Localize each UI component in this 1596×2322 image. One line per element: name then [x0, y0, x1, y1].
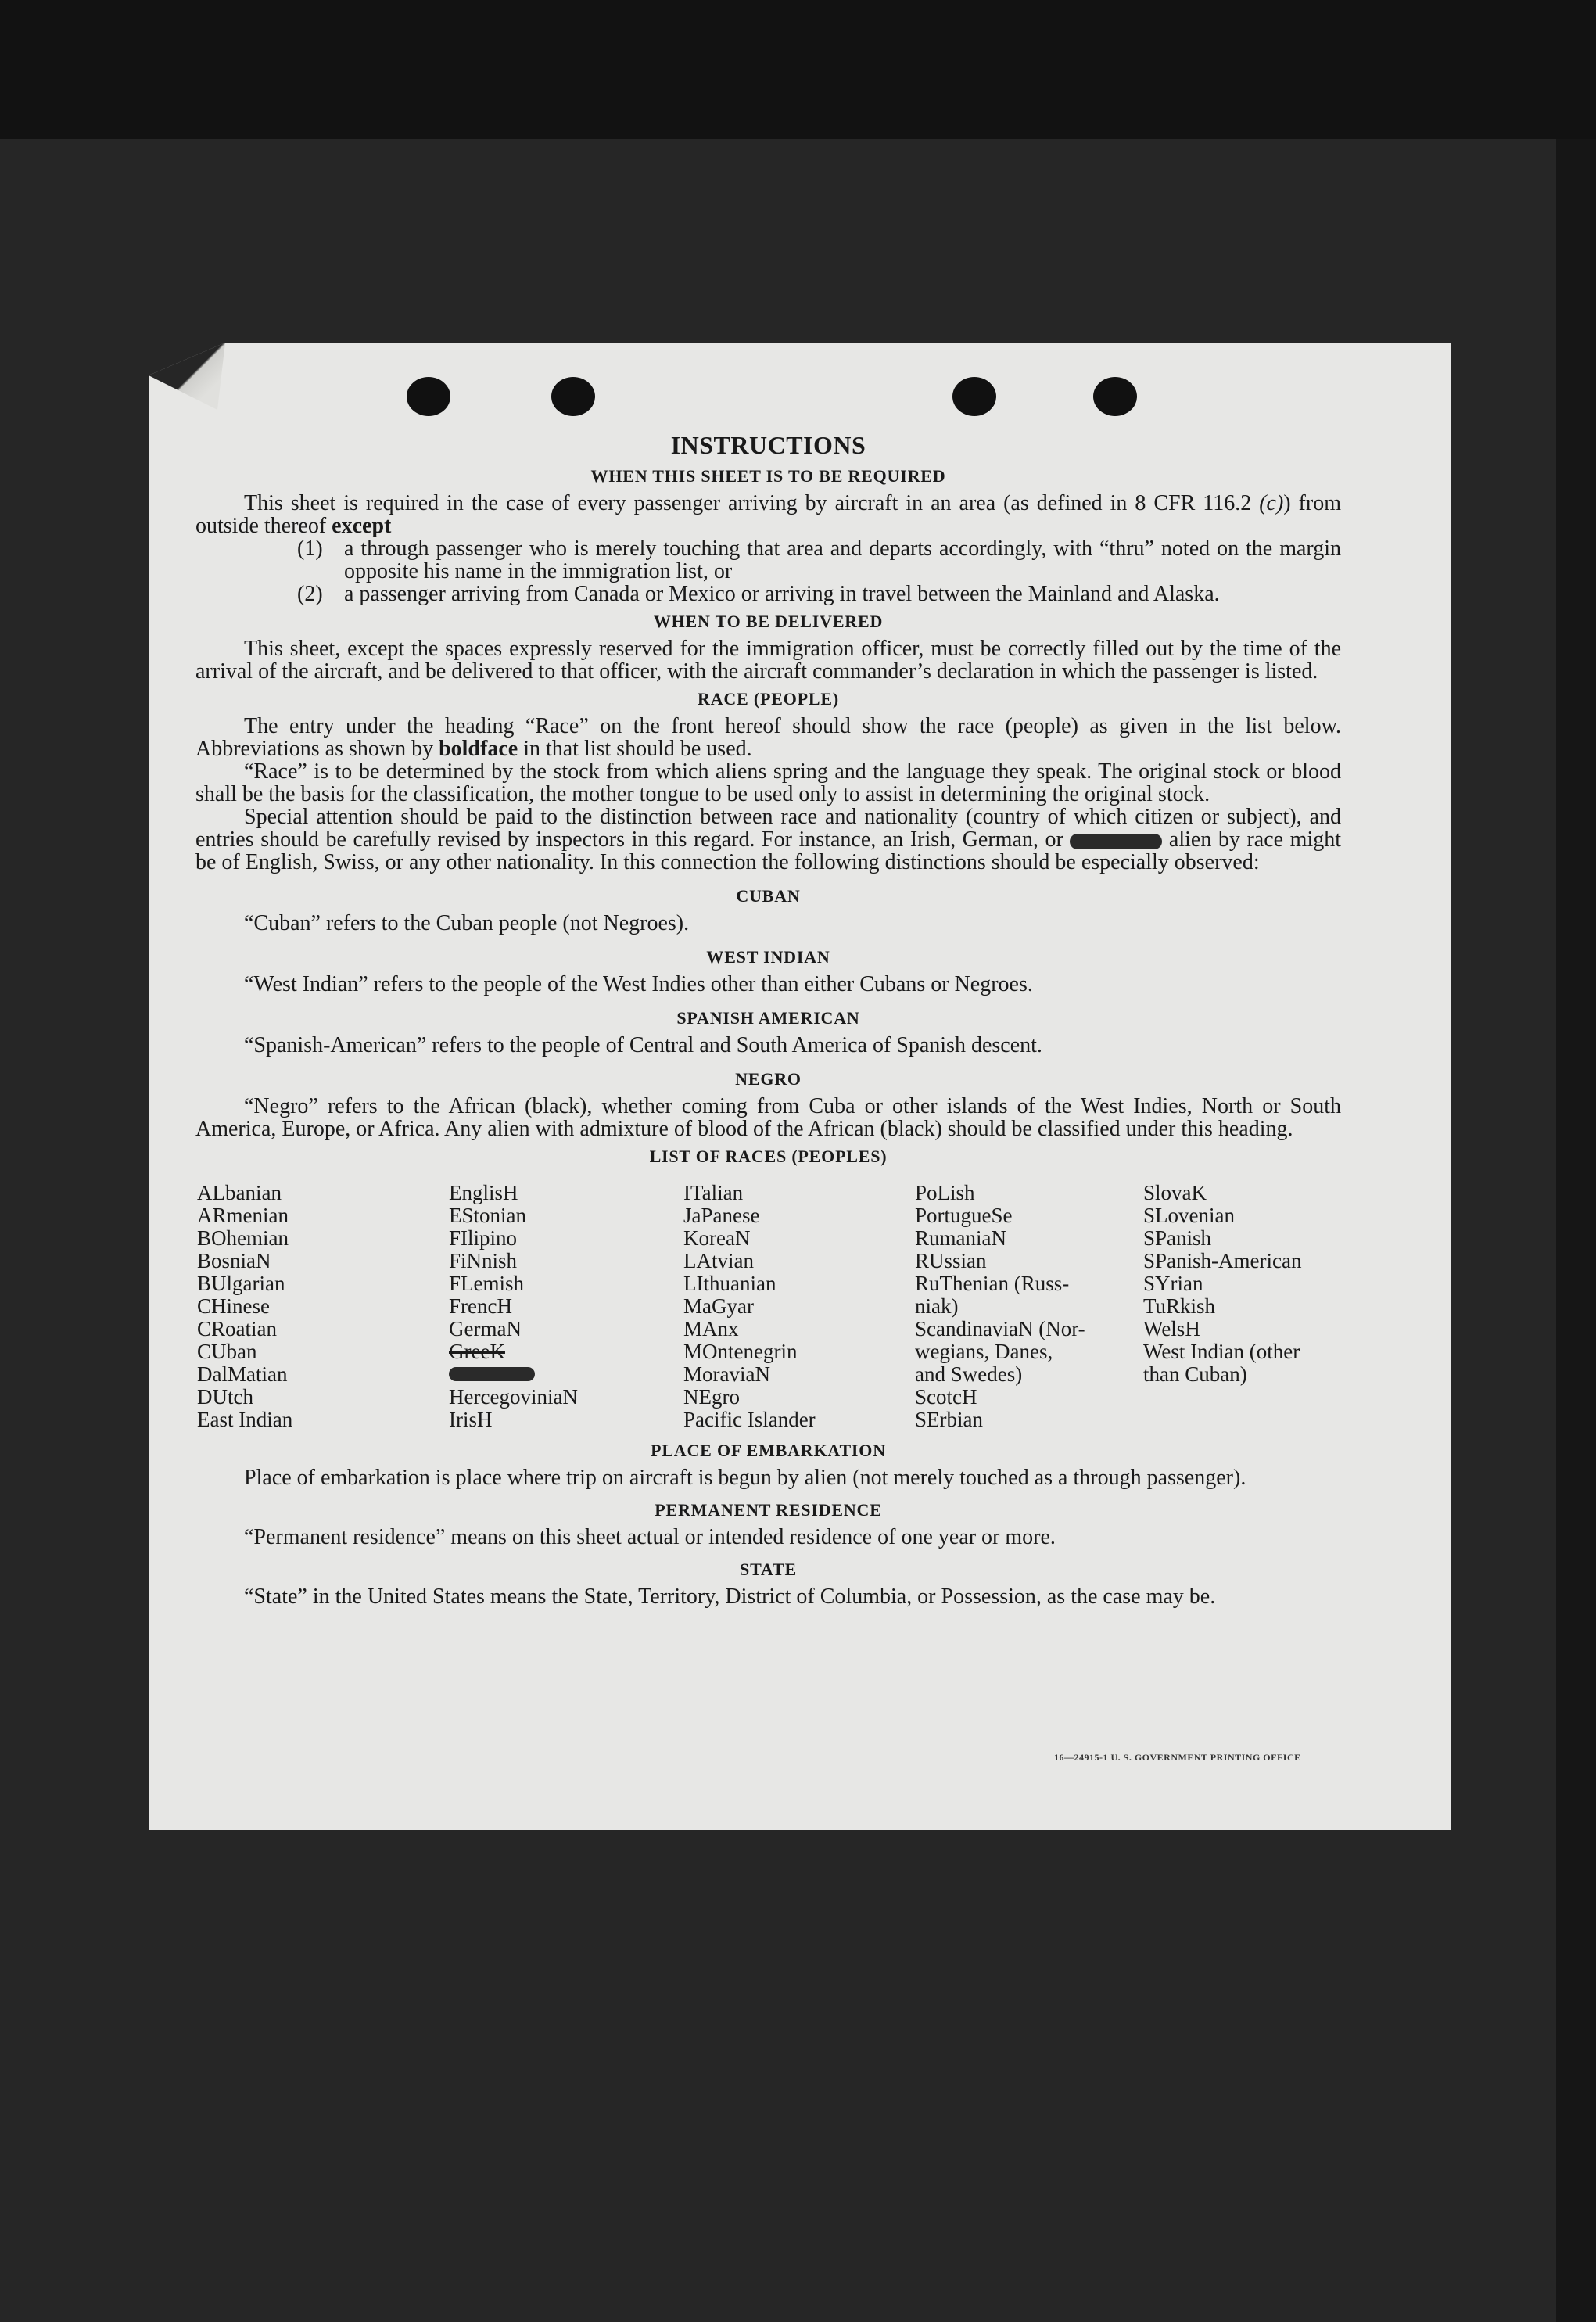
printer-imprint: 16—24915-1 U. S. GOVERNMENT PRINTING OFFICE: [1054, 1752, 1301, 1763]
race-item: SLovenian: [1143, 1204, 1235, 1227]
intro-text-b: ) from outside thereof: [195, 491, 1341, 538]
race-column: [683, 1182, 915, 1431]
race-item: FIlipino: [449, 1226, 518, 1250]
heading-west-indian: WEST INDIAN: [706, 947, 830, 967]
race-item: KoreaN: [683, 1226, 751, 1250]
heading-spanish-american: SPANISH AMERICAN: [676, 1008, 860, 1028]
when-required-intro: [195, 492, 1341, 537]
race-item: East Indian: [197, 1408, 293, 1431]
race-paragraph-1: [195, 715, 1341, 760]
heading-cuban: CUBAN: [736, 886, 801, 906]
race-item: CRoatian: [197, 1317, 277, 1340]
heading-when-required: WHEN THIS SHEET IS TO BE REQUIRED: [590, 466, 946, 486]
exception-text: a passenger arriving from Canada or Mexico or arriving in travel between the Mainland and Alaska.: [344, 582, 1220, 606]
race-item: MOntenegrin: [683, 1340, 798, 1363]
race-item: ALbanian: [197, 1181, 282, 1204]
west-indian-definition: “West Indian” refers to the people of the West Indies other than either Cubans or Negroes.: [244, 972, 1033, 996]
instructions-body: [195, 431, 1341, 1609]
race-item: RumaniaN: [915, 1226, 1006, 1250]
race-item: PoLish: [915, 1181, 975, 1204]
heading-permanent-residence: PERMANENT RESIDENCE: [655, 1500, 882, 1520]
heading-embarkation: PLACE OF EMBARKATION: [651, 1441, 886, 1460]
race-item: RuThenian (Russ- niak): [915, 1272, 1070, 1318]
race-column: [449, 1182, 683, 1431]
race-item: MaGyar: [683, 1294, 754, 1318]
race-item: ScotcH: [915, 1385, 977, 1409]
race-item: SYrian: [1143, 1272, 1203, 1295]
race-item: ITalian: [683, 1181, 744, 1204]
race-item: RUssian: [915, 1249, 987, 1272]
race-item: PortugueSe: [915, 1204, 1013, 1227]
intro-text-a: This sheet is required in the case of every passenger arriving by aircraft in an area (as defined in 8 CFR 116.2: [244, 491, 1260, 515]
scan-top-band: [0, 0, 1596, 139]
punch-hole: [551, 377, 595, 416]
race-item: CHinese: [197, 1294, 270, 1318]
spanish-american-definition: “Spanish-American” refers to the people of Central and South America of Spanish descent.: [244, 1033, 1042, 1057]
punch-hole: [1093, 377, 1137, 416]
race-item: DUtch: [197, 1385, 253, 1409]
page-title: INSTRUCTIONS: [670, 431, 866, 459]
race-item: SErbian: [915, 1408, 983, 1431]
race-item: GreeK: [449, 1340, 505, 1363]
race-item: FrencH: [449, 1294, 512, 1318]
race-item: SPanish: [1143, 1226, 1212, 1250]
race-item: SlovaK: [1143, 1181, 1207, 1204]
heading-when-delivered: WHEN TO BE DELIVERED: [653, 612, 884, 631]
cuban-definition: “Cuban” refers to the Cuban people (not Negroes).: [244, 911, 690, 935]
race-item: MAnx: [683, 1317, 739, 1340]
redaction-mark: [449, 1367, 535, 1381]
exception-text: a through passenger who is merely touching that area and departs accordingly, with “thru” noted on the margin opposite his name in the immigration list, or: [344, 537, 1341, 583]
scan-right-band: [1556, 139, 1596, 2322]
race-paragraph-2: “Race” is to be determined by the stock from which aliens spring and the language they speak. The original stock or blood shall be the basis for the classification, the mother tongue to be used only to assist in determining the original stock.: [195, 759, 1341, 806]
race-item: WelsH: [1143, 1317, 1200, 1340]
exception-list: [297, 537, 1341, 605]
heading-race: RACE (PEOPLE): [698, 689, 839, 709]
race-item: CUban: [197, 1340, 257, 1363]
race-item: GermaN: [449, 1317, 522, 1340]
heading-list-of-races: LIST OF RACES (PEOPLES): [649, 1147, 888, 1166]
race-p3-text-a: Special attention should be paid to the distinction between race and nationality (country of which citizen or subject), and entries should be carefully revised by inspectors in this regard. For instance, an Irish, German, or: [195, 805, 1341, 852]
negro-definition: “Negro” refers to the African (black), whether coming from Cuba or other islands of the West Indies, North or South America, Europe, or Africa. Any alien with admixture of blood of the African (black) should be classified under this heading.: [195, 1094, 1341, 1141]
race-item: HercegoviniaN: [449, 1385, 578, 1409]
exception-item: [297, 583, 1341, 605]
race-item: ARmenian: [197, 1204, 289, 1227]
race-column: [197, 1182, 449, 1431]
race-item: BosniaN: [197, 1249, 271, 1272]
race-item: IrisH: [449, 1408, 493, 1431]
permanent-residence-text: “Permanent residence” means on this sheet actual or intended residence of one year or more.: [244, 1525, 1056, 1549]
race-item: Pacific Islander: [683, 1408, 816, 1431]
race-item: LIthuanian: [683, 1272, 776, 1295]
race-item: NEgro: [683, 1385, 740, 1409]
race-p3-text-b: alien by race might be of English, Swiss, or any other nationality. In this connection the following distinctions should be especially observed:: [195, 827, 1341, 874]
intro-cite: (c): [1259, 491, 1284, 515]
race-item: FLemish: [449, 1272, 525, 1295]
race-item: JaPanese: [683, 1204, 760, 1227]
race-item: West Indian (other than Cuban): [1143, 1340, 1300, 1386]
race-item: TuRkish: [1143, 1294, 1216, 1318]
race-item: SPanish-American: [1143, 1249, 1302, 1272]
race-p1-text-a: The entry under the heading “Race” on the front hereof should show the race (people) as given in the list below. Abbreviations as shown by: [195, 714, 1341, 761]
race-p1-bold: boldface: [439, 737, 518, 761]
race-item: BUlgarian: [197, 1272, 285, 1295]
race-p1-text-b: in that list should be used.: [518, 737, 752, 761]
exception-number: (2): [297, 582, 323, 606]
race-item: DalMatian: [197, 1362, 288, 1386]
embarkation-text: Place of embarkation is place where trip on aircraft is begun by alien (not merely touched as a through passenger).: [244, 1466, 1246, 1490]
intro-except: except: [332, 514, 392, 538]
exception-number: (1): [297, 537, 323, 561]
race-item: LAtvian: [683, 1249, 754, 1272]
race-item: EStonian: [449, 1204, 526, 1227]
heading-negro: NEGRO: [735, 1069, 802, 1089]
race-item: EnglisH: [449, 1181, 518, 1204]
race-item: ScandinaviaN (Nor- wegians, Danes, and Swedes): [915, 1317, 1085, 1386]
heading-state: STATE: [740, 1559, 797, 1579]
race-column: [1143, 1182, 1347, 1431]
punch-hole: [407, 377, 450, 416]
when-delivered-text: This sheet, except the spaces expressly reserved for the immigration officer, must be correctly filled out by the time of the arrival of the aircraft, and be delivered to that officer, with the aircraft commander’s declaration in which the passenger is listed.: [195, 637, 1341, 684]
race-paragraph-3: [195, 806, 1341, 874]
exception-item: [297, 537, 1341, 583]
race-list: [197, 1182, 1341, 1431]
race-item: FiNnish: [449, 1249, 518, 1272]
race-item: MoraviaN: [683, 1362, 770, 1386]
redaction-mark: [1070, 834, 1162, 849]
race-item: BOhemian: [197, 1226, 289, 1250]
state-text: “State” in the United States means the State, Territory, District of Columbia, or Possession, as the case may be.: [244, 1584, 1216, 1609]
punch-hole: [952, 377, 996, 416]
race-column: [915, 1182, 1143, 1431]
